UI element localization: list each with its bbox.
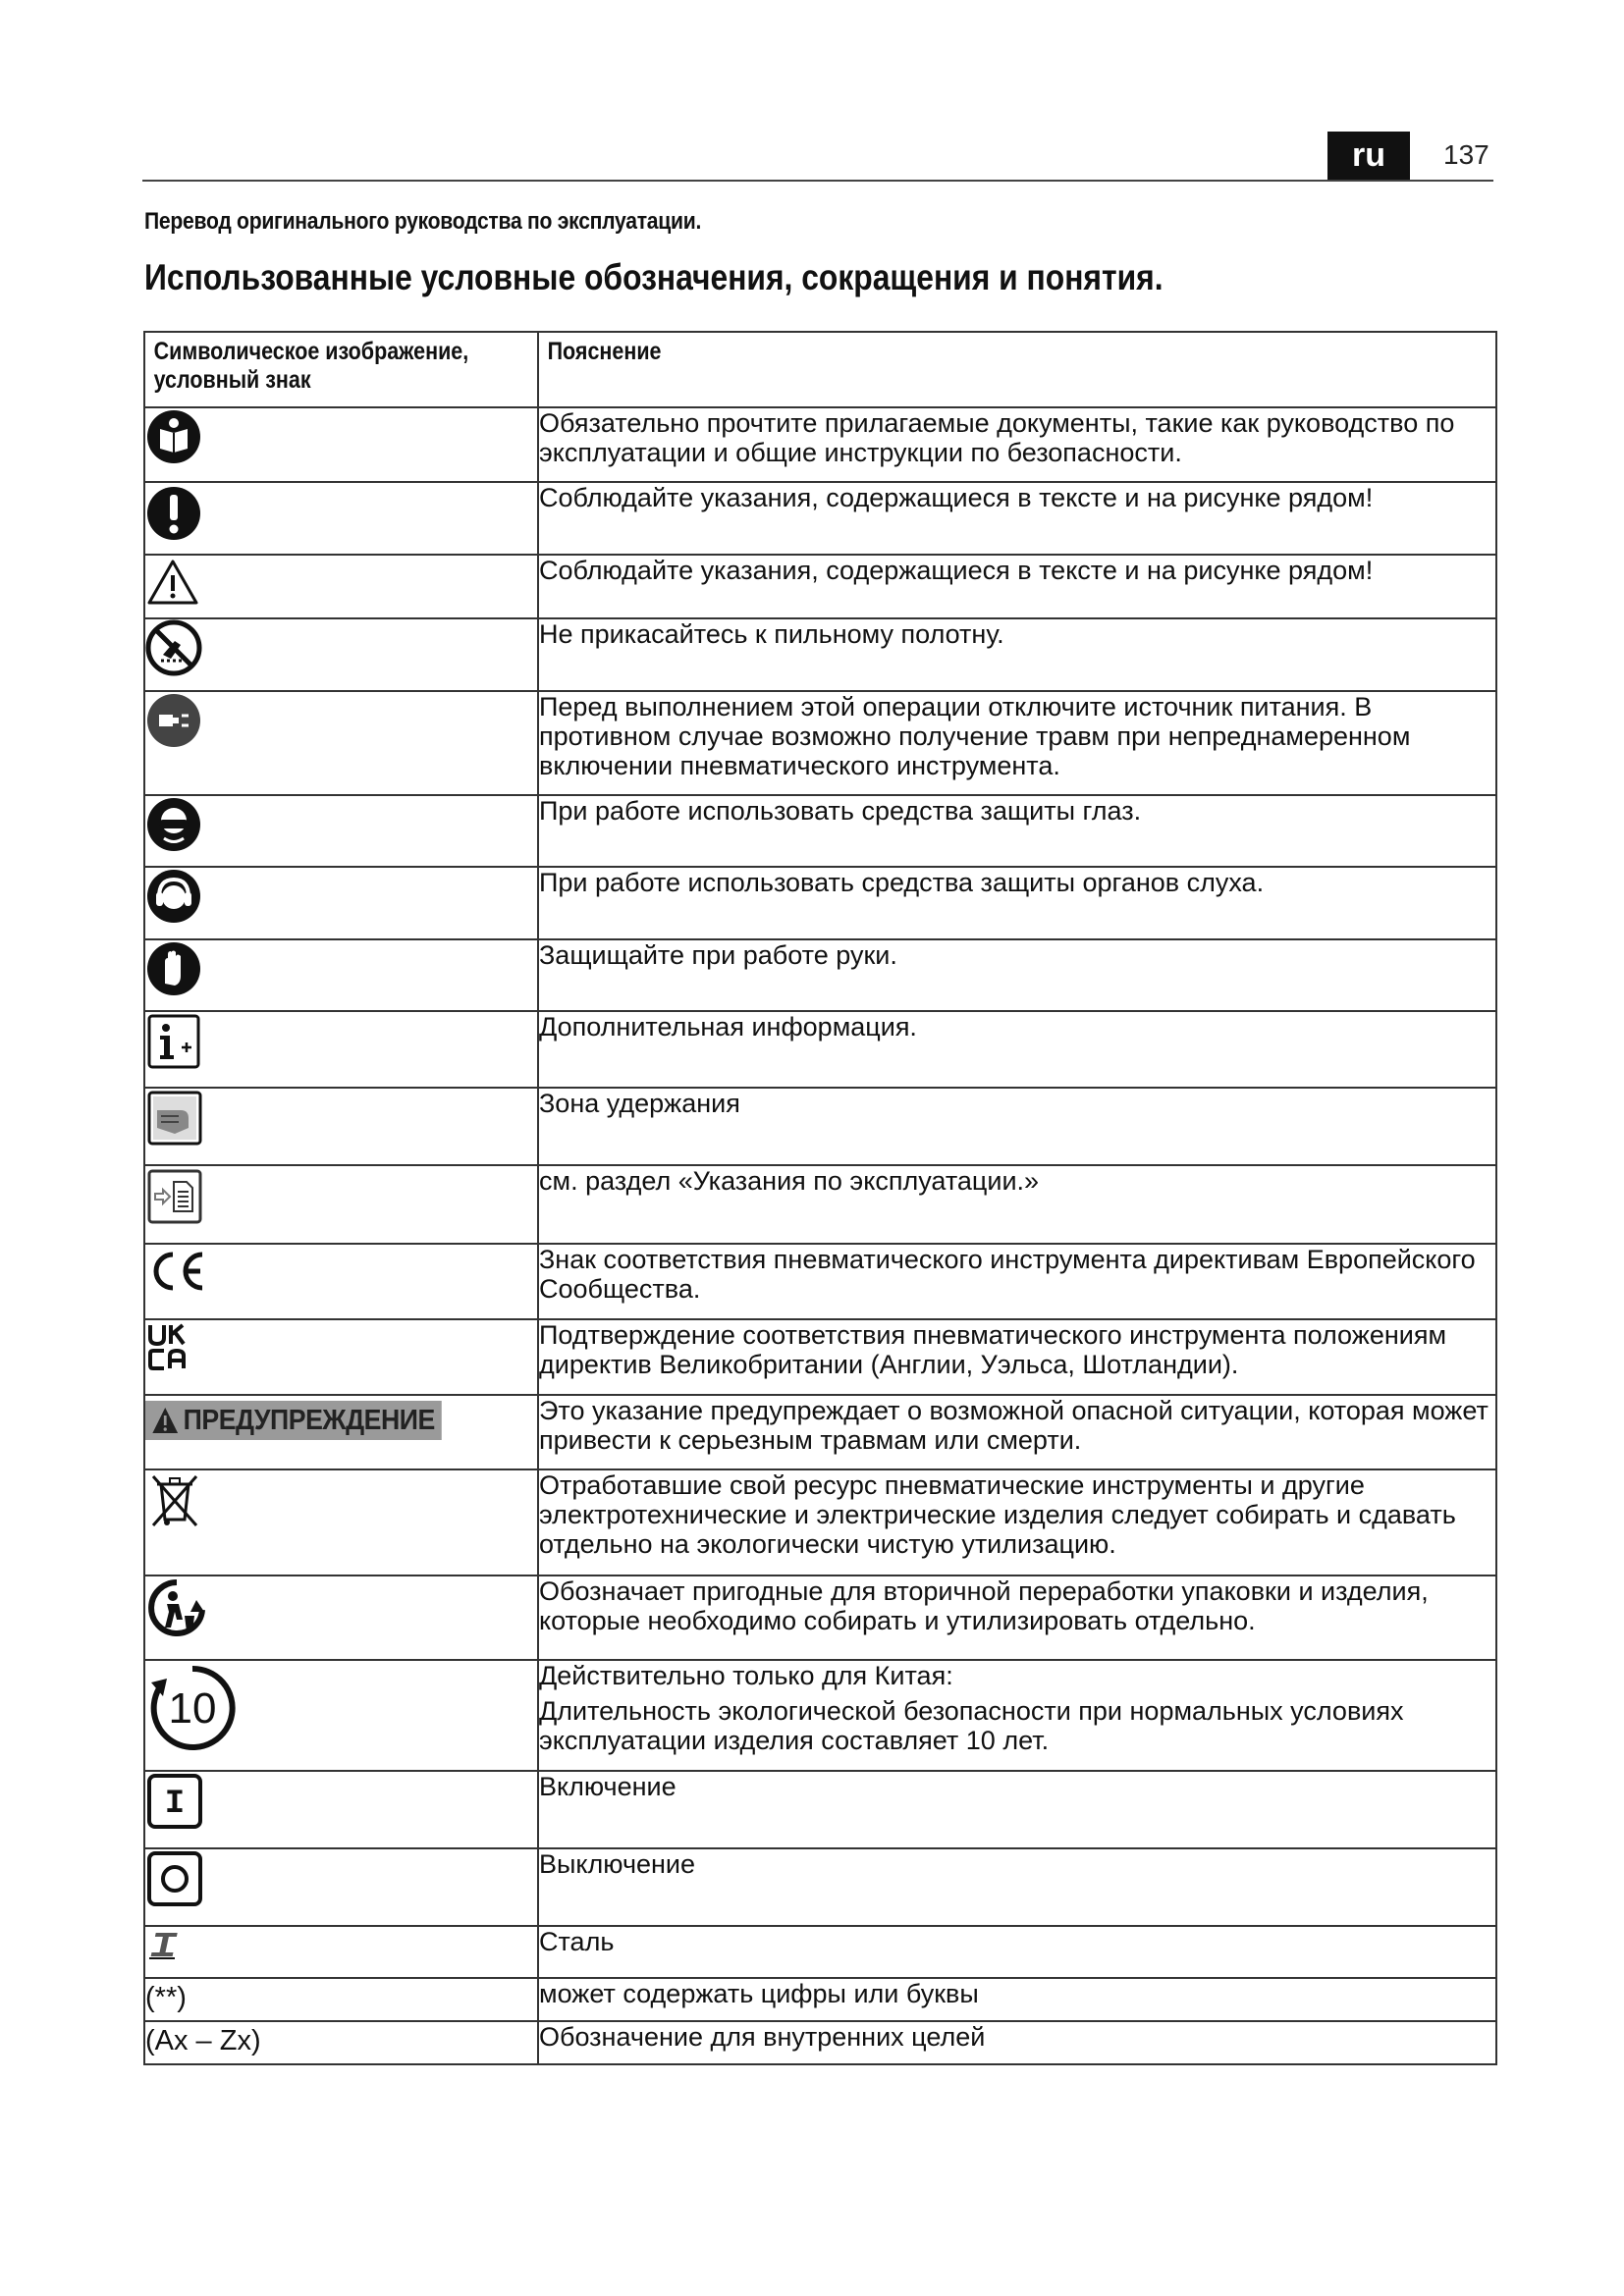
table-row bbox=[144, 407, 1496, 482]
row-text: Зона удержания bbox=[538, 1088, 1496, 1165]
do-not-touch-blade-icon bbox=[145, 619, 202, 676]
read-manual-icon bbox=[145, 408, 202, 465]
table-row bbox=[144, 555, 1496, 618]
row-text: Длительность экологической безопасности при нормальных условиях эксплуатации изделия составляет 10 лет. bbox=[539, 1696, 1404, 1755]
china-epup-icon bbox=[145, 1661, 240, 1755]
symbol-text: (Ax – Zx) bbox=[145, 2025, 261, 2056]
info-plus-icon bbox=[145, 1012, 202, 1071]
translation-note: Перевод оригинального руководства по эксплуатации. bbox=[144, 208, 702, 235]
svg-text:10: 10 bbox=[168, 1684, 217, 1733]
warning-label-icon bbox=[145, 1401, 442, 1440]
header-symbol: Символическое изображение, условный знак bbox=[144, 332, 538, 407]
row-text: Выключение bbox=[538, 1848, 1496, 1926]
table-row bbox=[144, 1395, 1496, 1469]
row-text: Дополнительная информация. bbox=[538, 1011, 1496, 1088]
table-row bbox=[144, 1319, 1496, 1395]
row-text: Соблюдайте указания, содержащиеся в тексте и на рисунке рядом! bbox=[538, 555, 1496, 618]
table-row bbox=[144, 1926, 1496, 1978]
recycle-person-icon bbox=[145, 1576, 208, 1641]
see-section-icon bbox=[145, 1166, 204, 1227]
symbol-text: (**) bbox=[145, 1982, 187, 2013]
table-row bbox=[144, 1978, 1496, 2021]
row-text: Защищайте при работе руки. bbox=[538, 939, 1496, 1011]
table-row bbox=[144, 939, 1496, 1011]
hand-protection-icon bbox=[145, 940, 202, 997]
row-text: Не прикасайтесь к пильному полотну. bbox=[538, 618, 1496, 691]
svg-text:O: O bbox=[174, 1890, 176, 1891]
language-badge: ru bbox=[1327, 132, 1410, 180]
page-number: 137 bbox=[1443, 139, 1489, 170]
ce-mark-icon bbox=[145, 1245, 206, 1298]
warning-label-text: ПРЕДУПРЕЖДЕНИЕ bbox=[183, 1404, 435, 1436]
row-text: При работе использовать средства защиты глаз. bbox=[538, 795, 1496, 867]
section-title: Использованные условные обозначения, сокращения и понятия. bbox=[144, 257, 1164, 297]
row-text: Обозначает пригодные для вторичной переработки упаковки и изделия, которые необходимо собирать и утилизировать отдельно. bbox=[538, 1575, 1496, 1660]
table-row bbox=[144, 482, 1496, 555]
table-row bbox=[144, 1575, 1496, 1660]
weee-bin-icon bbox=[145, 1470, 204, 1531]
row-text: может содержать цифры или буквы bbox=[538, 1978, 1496, 2021]
holding-zone-icon bbox=[145, 1089, 204, 1148]
row-text: Перед выполнением этой операции отключите источник питания. В противном случае возможно получение травм при непреднамеренном включении пневматического инструмента. bbox=[538, 691, 1496, 795]
row-text: Соблюдайте указания, содержащиеся в тексте и на рисунке рядом! bbox=[538, 482, 1496, 555]
table-row bbox=[144, 1848, 1496, 1926]
table-row bbox=[144, 1660, 1496, 1771]
svg-text:I: I bbox=[164, 1786, 186, 1823]
row-text: Отработавшие свой ресурс пневматические инструменты и другие электротехнические и электрические изделия следует собирать и сдавать отдельно на экологически чистую утилизацию. bbox=[538, 1469, 1496, 1575]
table-row bbox=[144, 1011, 1496, 1088]
row-text: см. раздел «Указания по эксплуатации.» bbox=[538, 1165, 1496, 1244]
table-row bbox=[144, 1244, 1496, 1319]
table-row bbox=[144, 1165, 1496, 1244]
table-row bbox=[144, 618, 1496, 691]
mandatory-attention-icon bbox=[145, 483, 202, 544]
table-row bbox=[144, 867, 1496, 939]
disconnect-power-icon bbox=[145, 692, 202, 749]
table-row bbox=[144, 1469, 1496, 1575]
table-row bbox=[144, 1088, 1496, 1165]
eye-protection-icon bbox=[145, 796, 202, 853]
warning-triangle-icon bbox=[145, 556, 200, 609]
row-text: Сталь bbox=[538, 1926, 1496, 1978]
row-text: Обязательно прочтите прилагаемые документы, такие как руководство по эксплуатации и общие инструкции по безопасности. bbox=[538, 407, 1496, 482]
power-off-icon bbox=[145, 1849, 204, 1908]
table-row bbox=[144, 2021, 1496, 2064]
row-text: Включение bbox=[538, 1771, 1496, 1848]
table-row bbox=[144, 691, 1496, 795]
power-on-icon bbox=[145, 1772, 204, 1831]
row-text: Действительно только для Китая: bbox=[539, 1661, 953, 1690]
hearing-protection-icon bbox=[145, 868, 202, 925]
row-text: Знак соответствия пневматического инструмента директивам Европейского Сообщества. bbox=[538, 1244, 1496, 1319]
steel-icon bbox=[145, 1927, 181, 1962]
symbols-table bbox=[143, 331, 1497, 2065]
table-row bbox=[144, 795, 1496, 867]
row-text: Подтверждение соответствия пневматического инструмента положениям директив Великобритании (Англии, Уэльса, Шотландии). bbox=[538, 1319, 1496, 1395]
warning-triangle-icon bbox=[151, 1406, 180, 1435]
table-header-row bbox=[144, 332, 1496, 407]
header-explanation: Пояснение bbox=[538, 332, 1496, 407]
row-text: При работе использовать средства защиты органов слуха. bbox=[538, 867, 1496, 939]
table-row bbox=[144, 1771, 1496, 1848]
row-text: Обозначение для внутренних целей bbox=[538, 2021, 1496, 2064]
ukca-mark-icon bbox=[145, 1320, 194, 1373]
row-text: Это указание предупреждает о возможной опасной ситуации, которая может привести к серьезным травмам или смерти. bbox=[538, 1395, 1496, 1469]
header-rule bbox=[142, 180, 1493, 182]
